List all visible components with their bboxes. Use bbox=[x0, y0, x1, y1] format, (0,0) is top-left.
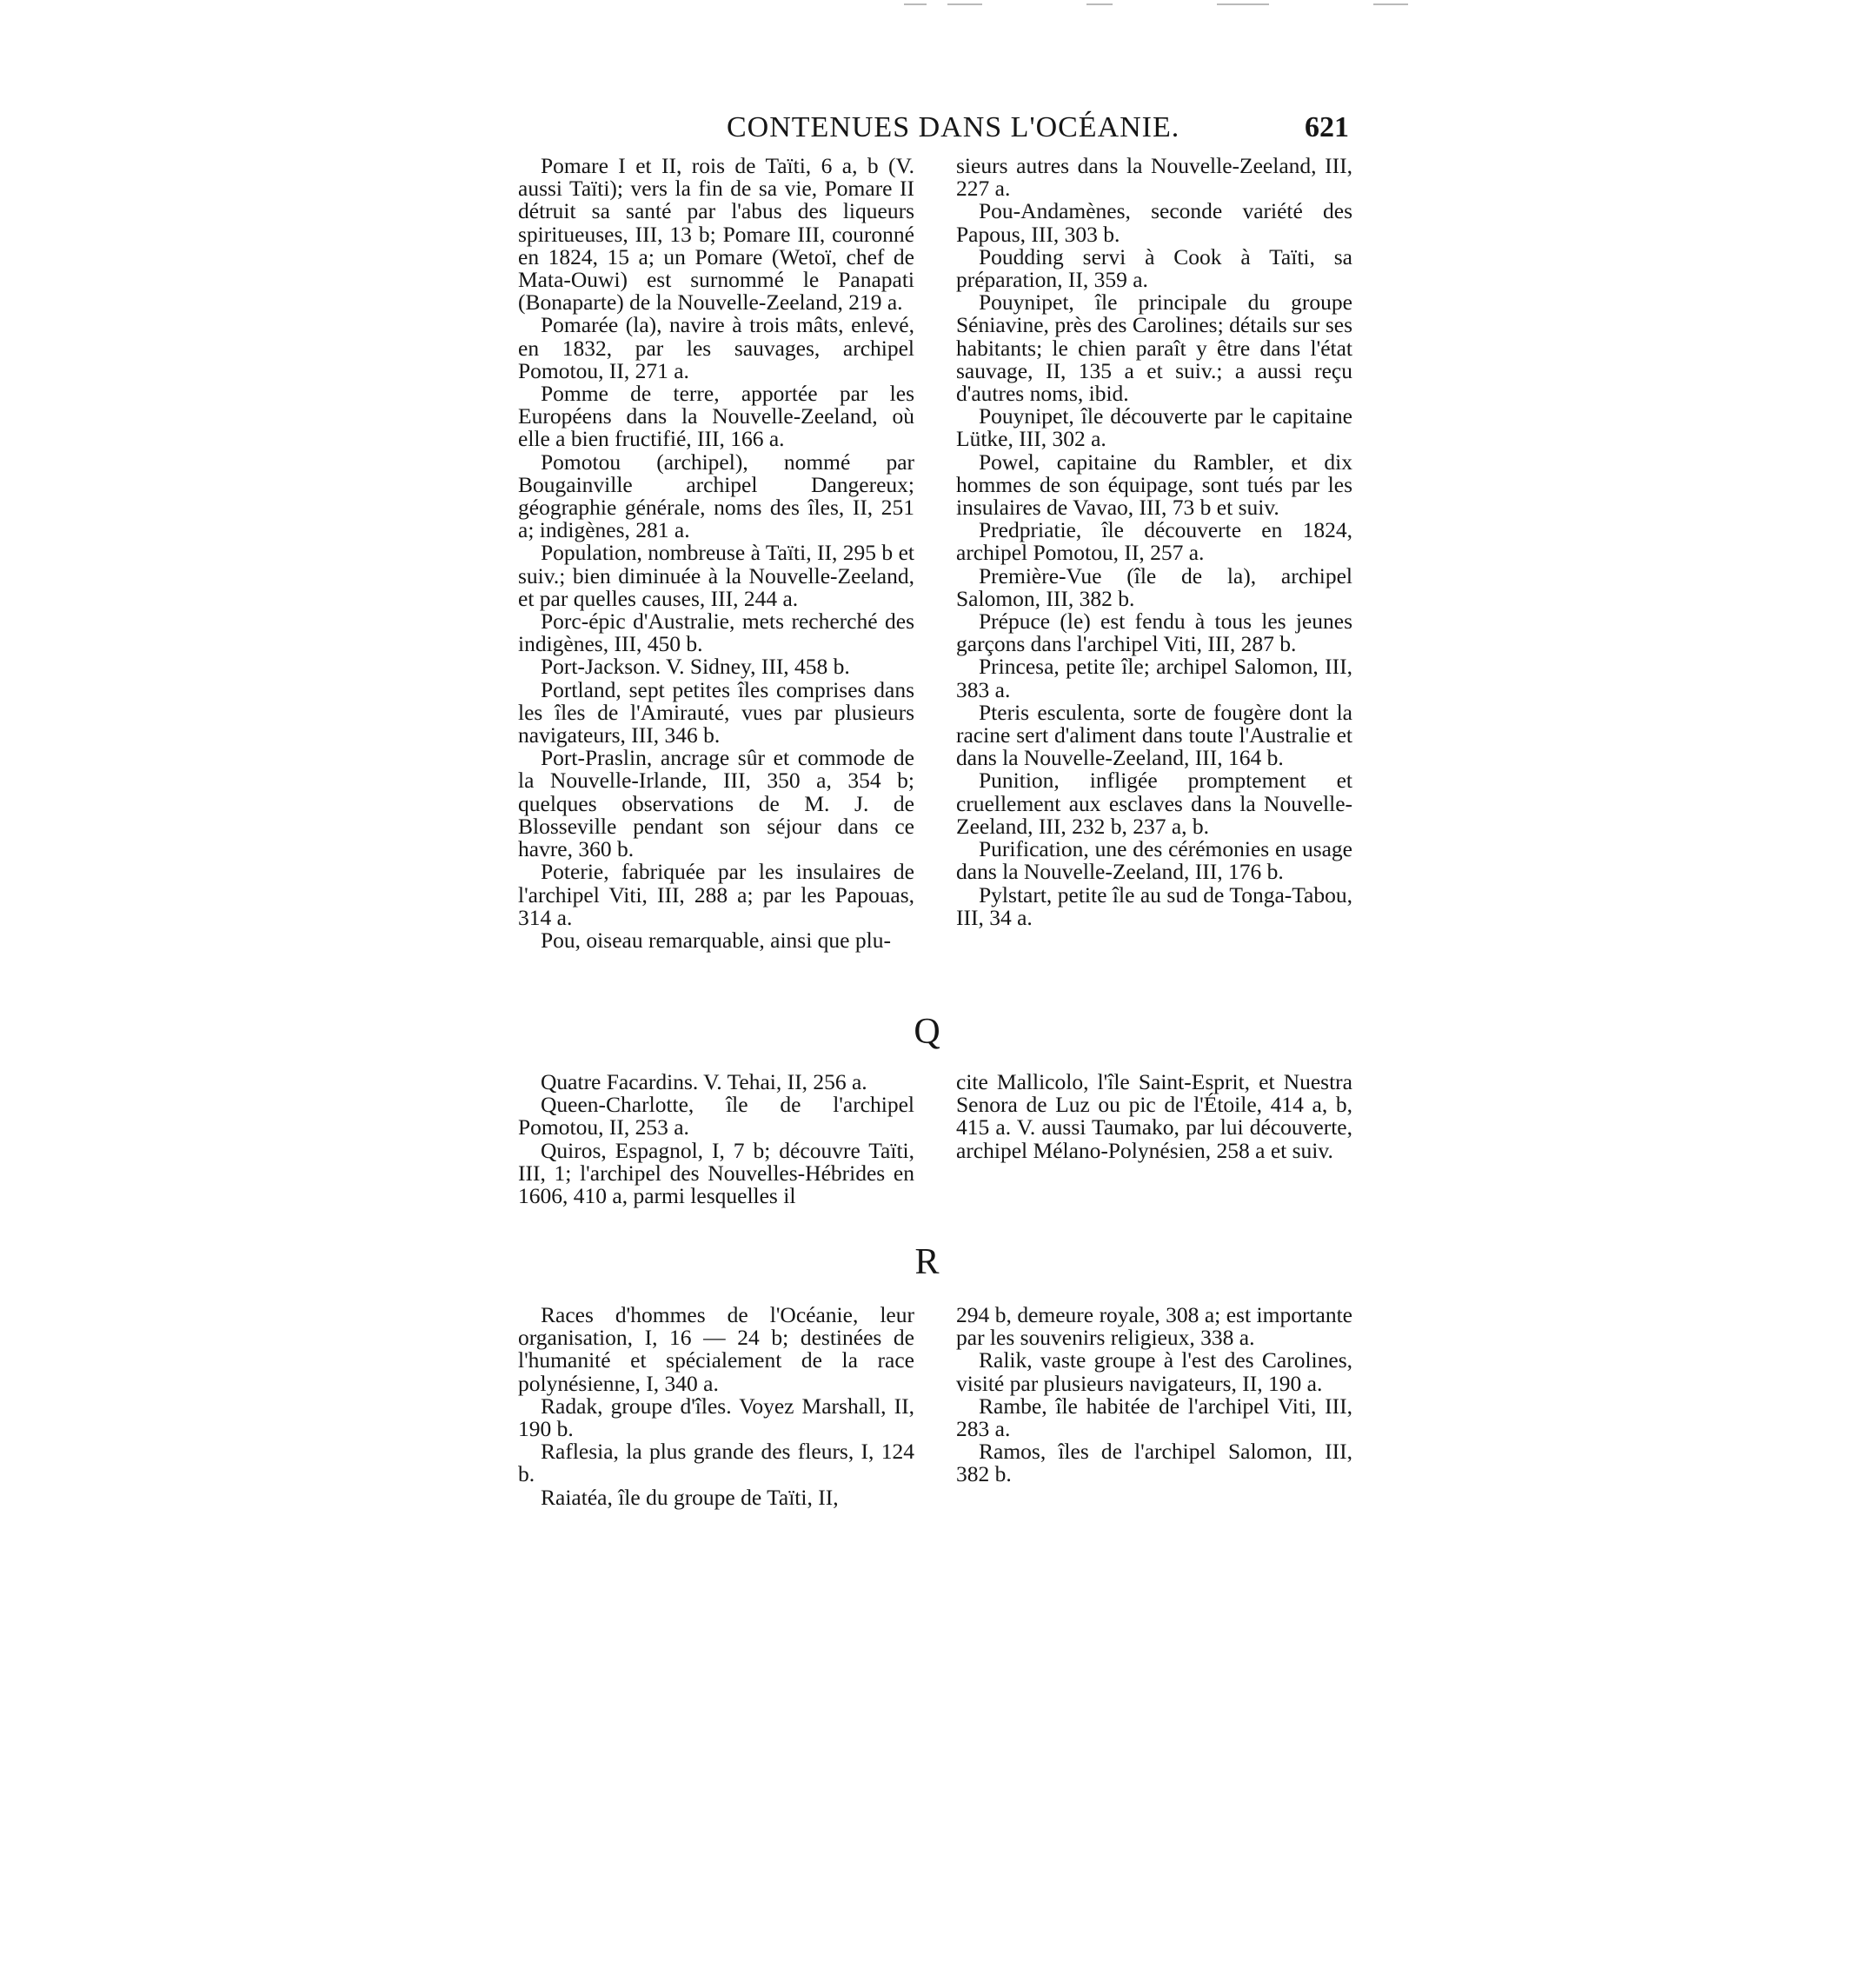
index-entry: Pomotou (archipel), nommé par Bougainville archipel Dangereux; géographie générale, noms des îles, II, 251 a; indigènes, 281 a. bbox=[518, 449, 914, 543]
index-entry: Pomare I et II, rois de Taïti, 6 a, b (V. aussi Taïti); vers la fin de sa vie, Pomare II détruit sa santé par l'abus des liqueurs spiritueuses, III, 13 b; Pomare III, couronné en 1824, 15 a; un Pomare (Wetoï, chef de Mata-Ouwi) est surnommé le Panapati (Bonaparte) de la Nouvelle-Zeeland, 219 a. bbox=[518, 153, 914, 316]
index-entry: Port-Praslin, ancrage sûr et commode de la Nouvelle-Irlande, III, 350 a, 354 b; quelques observations de M. J. de Blosseville pendant son séjour dans ce havre, 360 b. bbox=[518, 745, 914, 862]
index-entry: Port-Jackson. V. Sidney, III, 458 b. bbox=[541, 654, 850, 680]
column-right bbox=[956, 155, 1352, 952]
index-entry: Princesa, petite île; archipel Salomon, III, 383 a. bbox=[956, 654, 1352, 702]
index-entry: Portland, sept petites îles comprises dans les îles de l'Amirauté, vues par plusieurs navigateurs, III, 346 b. bbox=[518, 676, 914, 748]
index-entry: Radak, groupe d'îles. Voyez Marshall, II, 190 b. bbox=[518, 1393, 914, 1442]
column-left bbox=[518, 155, 914, 952]
index-entry: Pouynipet, île principale du groupe Séniavine, près des Carolines; détails sur ses habitants; le chien paraît y être dans l'état sauvage, II, 135 a et suiv.; a aussi reçu d'autres noms, ibid. bbox=[956, 289, 1352, 407]
index-entry: Pou, oiseau remarquable, ainsi que plu- bbox=[541, 927, 891, 953]
index-entry: Poudding servi à Cook à Taïti, sa préparation, II, 359 a. bbox=[956, 243, 1352, 293]
index-entry: Rambe, île habitée de l'archipel Viti, III, 283 a. bbox=[956, 1393, 1352, 1442]
index-entry: Pou-Andamènes, seconde variété des Papous, III, 303 b. bbox=[956, 198, 1352, 247]
column-right bbox=[956, 1071, 1352, 1207]
index-entry: Ralik, vaste groupe à l'est des Carolines, visité par plusieurs navigateurs, II, 190 a. bbox=[956, 1347, 1352, 1396]
index-entry: Raiatéa, île du groupe de Taïti, II, bbox=[541, 1484, 839, 1510]
index-entry: Purification, une des cérémonies en usage dans la Nouvelle-Zeeland, III, 176 b. bbox=[956, 836, 1352, 885]
scan-mark bbox=[1373, 3, 1408, 5]
scan-mark bbox=[947, 3, 982, 5]
running-title: CONTENUES DANS L'OCÉANIE. bbox=[727, 111, 1180, 143]
section-p bbox=[518, 155, 1352, 952]
section-letter-q: Q bbox=[914, 1012, 940, 1052]
page-number: 621 bbox=[1305, 111, 1349, 143]
index-entry: Pylstart, petite île au sud de Tonga-Tabou, III, 34 a. bbox=[956, 881, 1352, 930]
column-left bbox=[518, 1304, 914, 1509]
index-entry: Quatre Facardins. V. Tehai, II, 256 a. bbox=[541, 1069, 867, 1094]
index-entry: Quiros, Espagnol, I, 7 b; découvre Taïti, III, 1; l'archipel des Nouvelles-Hébrides en 1606, 410 a, parmi lesquelles il bbox=[518, 1137, 914, 1209]
section-q bbox=[518, 1071, 1352, 1207]
scan-mark bbox=[1217, 3, 1269, 5]
index-entry: Ramos, îles de l'archipel Salomon, III, 382 b. bbox=[956, 1439, 1352, 1487]
section-r bbox=[518, 1304, 1352, 1509]
index-entry: Pouynipet, île découverte par le capitaine Lütke, III, 302 a. bbox=[956, 403, 1352, 452]
index-entry: Porc-épic d'Australie, mets recherché des indigènes, III, 450 b. bbox=[518, 608, 914, 657]
index-entry: cite Mallicolo, l'île Saint-Esprit, et Nuestra Senora de Luz ou pic de l'Étoile, 414 a, b, 415 a. V. aussi Taumako, par lui découverte, archipel Mélano-Polynésien, 258 a et suiv. bbox=[956, 1069, 1352, 1163]
index-entry: Pomarée (la), navire à trois mâts, enlevé, en 1832, par les sauvages, archipel Pomotou, II, 271 a. bbox=[518, 312, 914, 383]
index-entry: 294 b, demeure royale, 308 a; est importante par les souvenirs religieux, 338 a. bbox=[956, 1302, 1352, 1351]
index-entry: Pomme de terre, apportée par les Européens dans la Nouvelle-Zeeland, où elle a bien fructifié, III, 166 a. bbox=[518, 381, 914, 452]
scan-mark bbox=[1086, 3, 1113, 5]
index-entry: Predpriatie, île découverte en 1824, archipel Pomotou, II, 257 a. bbox=[956, 517, 1352, 566]
index-entry: Raflesia, la plus grande des fleurs, I, 124 b. bbox=[518, 1439, 914, 1487]
index-entry: Poterie, fabriquée par les insulaires de l'archipel Viti, III, 288 a; par les Papouas, 314 a. bbox=[518, 859, 914, 930]
index-entry: Population, nombreuse à Taïti, II, 295 b et suiv.; bien diminuée à la Nouvelle-Zeeland, et par quelles causes, III, 244 a. bbox=[518, 540, 914, 611]
scan-mark bbox=[904, 3, 927, 5]
column-right bbox=[956, 1304, 1352, 1509]
index-entry: Queen-Charlotte, île de l'archipel Pomotou, II, 253 a. bbox=[518, 1092, 914, 1140]
running-header bbox=[727, 111, 1349, 146]
index-entry: Pteris esculenta, sorte de fougère dont la racine sert d'aliment dans toute l'Australie et dans la Nouvelle-Zeeland, III, 164 b. bbox=[956, 699, 1352, 771]
index-entry: sieurs autres dans la Nouvelle-Zeeland, III, 227 a. bbox=[956, 153, 1352, 202]
index-entry: Prépuce (le) est fendu à tous les jeunes garçons dans l'archipel Viti, III, 287 b. bbox=[956, 608, 1352, 657]
column-left bbox=[518, 1071, 914, 1207]
section-letter-r: R bbox=[914, 1242, 940, 1282]
index-entry: Punition, infligée promptement et cruellement aux esclaves dans la Nouvelle-Zeeland, III, 232 b, 237 a, b. bbox=[956, 768, 1352, 839]
index-entry: Races d'hommes de l'Océanie, leur organisation, I, 16 — 24 b; destinées de l'humanité et spécialement de la race polynésienne, I, 340 a. bbox=[518, 1302, 914, 1396]
index-entry: Première-Vue (île de la), archipel Salomon, III, 382 b. bbox=[956, 562, 1352, 611]
index-entry: Powel, capitaine du Rambler, et dix hommes de son équipage, sont tués par les insulaires de Vavao, III, 73 b et suiv. bbox=[956, 449, 1352, 521]
